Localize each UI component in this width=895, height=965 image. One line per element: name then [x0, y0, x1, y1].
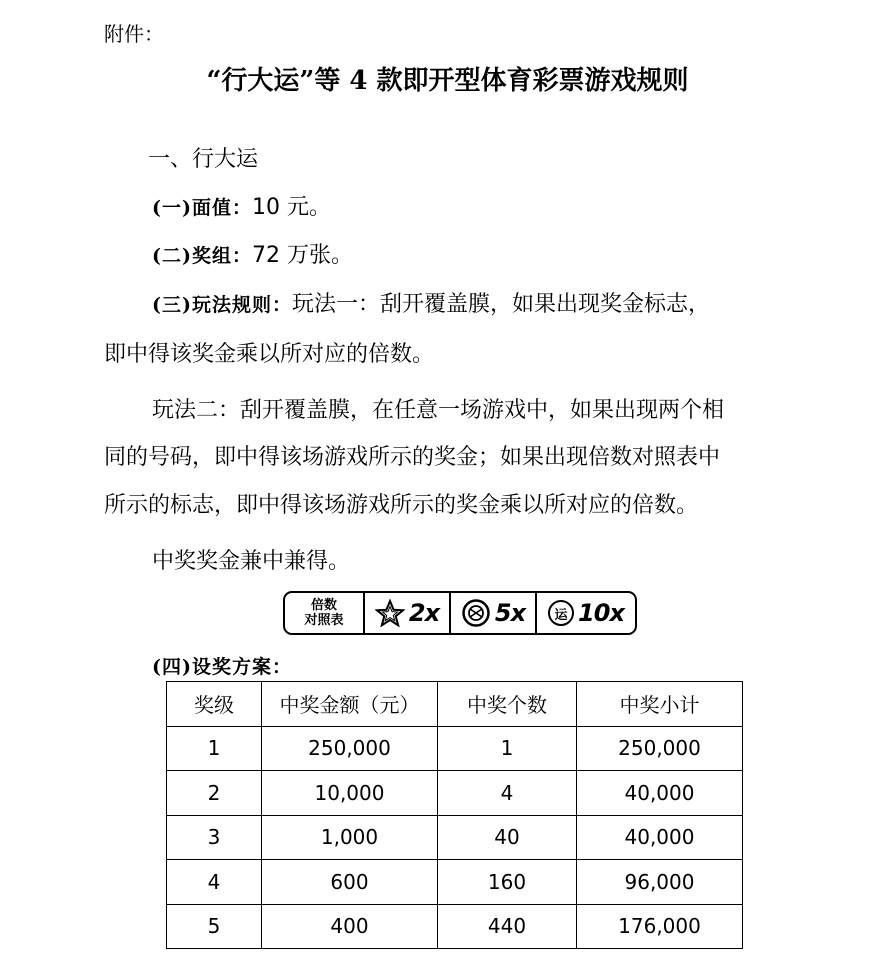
legend-multiplier: 10x	[578, 599, 624, 627]
cell-subtotal: 40,000	[577, 771, 743, 816]
play2-line-3: 所示的标志，即中得该场游戏所示的奖金乘以所对应的倍数。	[104, 493, 699, 518]
star-icon	[375, 599, 405, 627]
cell-amount: 1,000	[262, 815, 438, 860]
prize-pool-line	[152, 238, 353, 269]
legend-multiplier: 5x	[494, 599, 526, 627]
legend-label-top: 倍数	[310, 598, 337, 613]
yun-icon: 运	[548, 600, 574, 626]
scheme-label: (四)设奖方案：	[152, 656, 292, 678]
table-row	[167, 860, 743, 905]
play2-line-1: 玩法二：刮开覆盖膜，在任意一场游戏中，如果出现两个相	[152, 398, 725, 423]
cell-level: 2	[167, 771, 262, 816]
legend-multiplier: 2x	[408, 599, 440, 627]
table-row	[167, 815, 743, 860]
attachment-label: 附件：	[104, 22, 164, 46]
section-heading: 一、行大运	[148, 147, 259, 172]
legend-label	[285, 593, 363, 633]
cell-amount: 400	[262, 904, 438, 949]
combine-line: 中奖奖金兼中兼得。	[152, 549, 351, 574]
cell-subtotal: 96,000	[577, 860, 743, 905]
rules-line-1	[152, 287, 710, 318]
table-row	[167, 904, 743, 949]
rules-text-1: 玩法一：刮开覆盖膜，如果出现奖金标志，	[291, 292, 710, 317]
cell-count: 4	[438, 771, 577, 816]
cell-amount: 250,000	[262, 726, 438, 771]
header-level: 奖级	[167, 682, 262, 727]
cell-level: 5	[167, 904, 262, 949]
legend-item-star	[363, 593, 449, 633]
header-amount: 中奖金额（元）	[262, 682, 438, 727]
legend-label-bottom: 对照表	[304, 613, 344, 628]
table-row	[167, 771, 743, 816]
cell-subtotal: 176,000	[577, 904, 743, 949]
header-count: 中奖个数	[438, 682, 577, 727]
cell-subtotal: 250,000	[577, 726, 743, 771]
cell-count: 1	[438, 726, 577, 771]
badge-icon	[461, 598, 491, 628]
rules-label: (三)玩法规则：	[152, 294, 292, 316]
cell-count: 440	[438, 904, 577, 949]
cell-level: 4	[167, 860, 262, 905]
cell-count: 40	[438, 815, 577, 860]
cell-level: 3	[167, 815, 262, 860]
cell-subtotal: 40,000	[577, 815, 743, 860]
prize-pool-label: (二)奖组：	[152, 245, 252, 267]
cell-amount: 10,000	[262, 771, 438, 816]
face-value-line	[152, 190, 331, 221]
multiplier-legend	[283, 591, 637, 635]
legend-item-yun	[535, 593, 635, 633]
cell-level: 1	[167, 726, 262, 771]
rules-line-2: 即中得该奖金乘以所对应的倍数。	[104, 342, 435, 367]
header-subtotal: 中奖小计	[577, 682, 743, 727]
table-header-row	[167, 682, 743, 727]
face-value-text: 10 元。	[251, 195, 331, 220]
prize-table	[166, 681, 743, 949]
table-row	[167, 726, 743, 771]
page-title: “行大运”等 4 款即开型体育彩票游戏规则	[206, 66, 689, 96]
cell-amount: 600	[262, 860, 438, 905]
face-value-label: (一)面值：	[152, 197, 252, 219]
prize-pool-text: 72 万张。	[251, 243, 353, 268]
play2-line-2: 同的号码，即中得该场游戏所示的奖金；如果出现倍数对照表中	[104, 445, 721, 470]
legend-item-badge	[449, 593, 535, 633]
cell-count: 160	[438, 860, 577, 905]
